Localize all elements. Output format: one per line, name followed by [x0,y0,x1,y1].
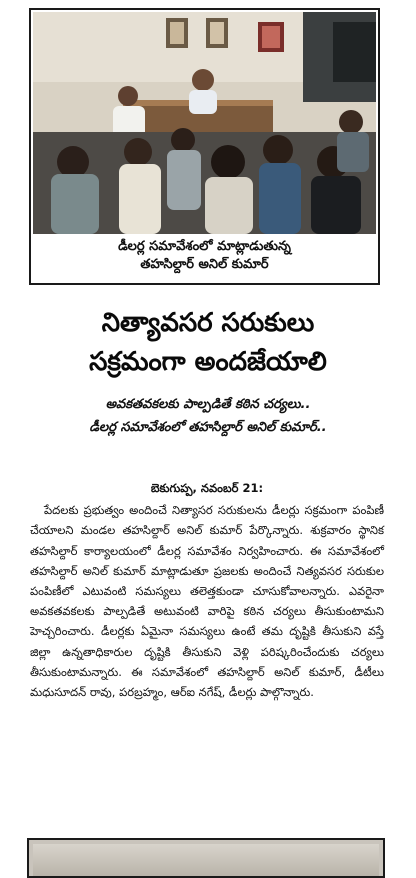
photo-caption [31,238,378,274]
next-article-photo-image [33,844,379,876]
photo-caption-line-1: డీలర్ల సమావేశంలో మాట్లాడుతున్న [118,239,291,254]
article-body [30,478,384,702]
headline-line-1: నిత్యావసర సరుకులు [101,308,315,338]
next-article-photo [27,838,385,878]
photo-caption-line-2: తహసిల్దార్ అనిల్ కుమార్ [140,257,269,272]
article-dateline: బెకుగుప్ప, నవంబర్ 21: [150,481,264,495]
news-photo-frame [29,8,380,285]
meeting-photo [33,12,376,234]
headline-line-2: సక్రమంగా అందజేయాలి [89,347,327,377]
article-paragraph: పేదలకు ప్రభుత్వం అందించే నిత్యాసర సరుకులను డీలర్లు సక్రమంగా పంపిణీ చేయాలని మండల తహసిల్దార్ అనిల్ కుమార్ పేర్కొన్నారు. శుక్రవారం స్థానిక తహసిల్దార్ కార్యాలయంలో డీలర్ల సమావేశం నిర్వహించారు. ఈ సమావేశంలో తహసిల్దార్ అనిల్ కుమార్ మాట్లాడుతూ ప్రజలకు అందించే నిత్యవసర సరుకుల పంపిణీలో ఎటువంటి సమస్యలు తలెత్తకుండా చూసుకోవాలన్నారు. ఎవరైనా అవకతవకలకు పాల్పడితే అటువంటి వారిపై కఠిన చర్యలు తీసుకుంటామని హెచ్చరించారు. డీలర్లకు ఏమైనా సమస్యలు ఉంటే తమ దృష్టికి తీసుకుని వస్తే జిల్లా ఉన్నతాధికారుల దృష్టికి తీసుకుని వెళ్లి పరిష్కరించేందుకు చర్యలు తీసుకుంటామన్నారు. ఈ సమావేశంలో తహసిల్దార్ అనిల్ కుమార్, డీటీలు మధుసూదన్ రావు, పరబ్రహ్మం, ఆర్ఐ నగేష్, డీలర్లు పాల్గొన్నారు. [30,503,384,700]
subheadline-line-2: డీలర్ల సమావేశంలో తహసిల్దార్ అనిల్ కుమార్.. [89,420,327,435]
subheadline-line-1: అవకతవకలకు పాల్పడితే కఠిన చర్యలు.. [105,397,311,412]
